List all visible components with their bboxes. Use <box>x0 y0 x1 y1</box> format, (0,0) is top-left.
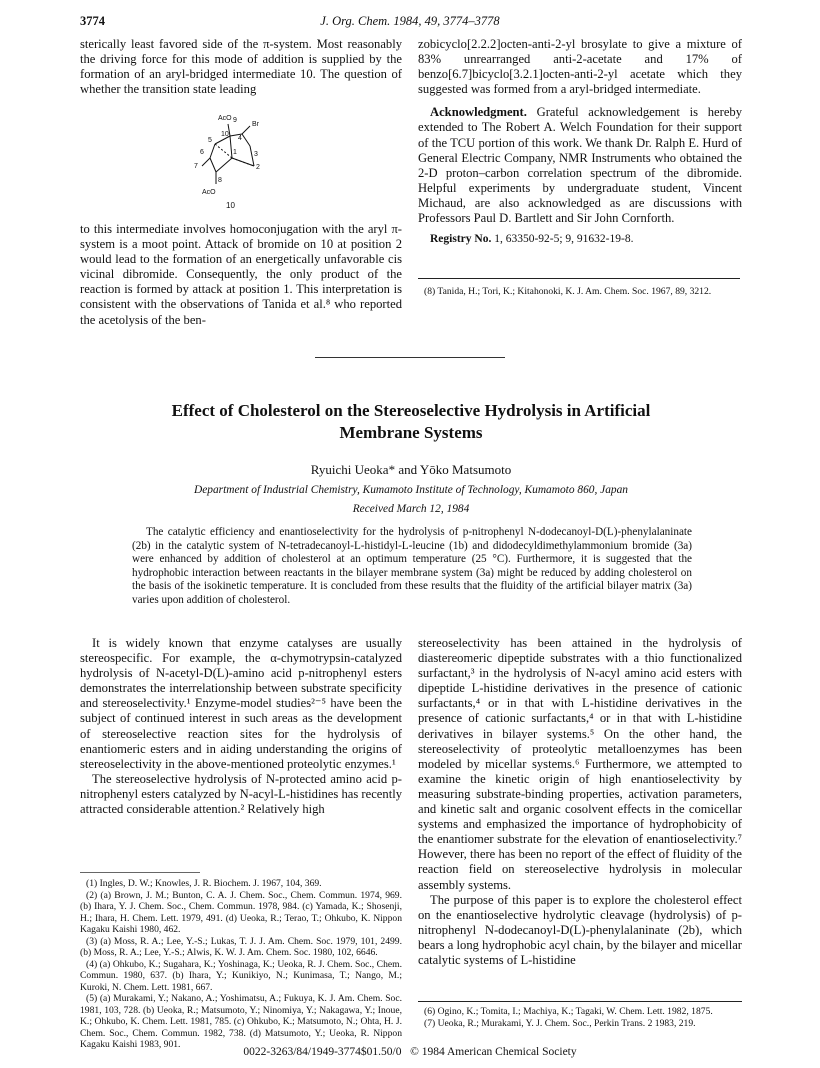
body-right-paragraph-1: stereoselectivity has been attained in the hydrolysis of diastereomeric dipeptide substrates with a thio functionalized surfactant,³ in the hydrolysis of N-acyl amino acid esters with dipeptide L-histidine derivatives in the presence of cationic surfactants,⁴ or in that with L-histidine derivatives in the presence of cationic surfactants,⁴ or in that with L-histidine derivatives in bilayer systems.⁵ On the other hand, the stereoselectivity of proteolytic metalloenzymes has been modeled by micellar systems.⁶ Furthermore, we attempted to examine the kinetic origin of high enantioselectivity by measuring substrate-binding properties, activation parameters, and kinetic salt and organic cosolvent effects in the comicellar systems and emphasized the importance of hydrophobicity of the enantiomer substrate for the elevation of enantioselectivity.⁷ However, there has been no report of the effect of fluidity of the reaction field on stereoselective hydrolysis in molecular assembly systems. <box>418 636 742 892</box>
atom-7: 7 <box>194 163 198 170</box>
atom-5: 5 <box>208 137 212 144</box>
top-left-column-lower <box>80 222 402 328</box>
atom-8: 8 <box>218 177 222 184</box>
top-left-paragraph-2: to this intermediate involves homoconjugation with the aryl π-system is a moot point. Attack of bromide on 10 at position 2 would lead to the formation of an energetically unfavorable cis vicinal dibromide. Consequently, the only product of the reaction is formed by attack at position 1. This interpretation is consistent with the observations of Tanida et al.⁸ who reported the acetolysis of the ben- <box>80 222 402 327</box>
footnotes-left <box>80 878 402 1051</box>
footnote-rule-right <box>418 1001 742 1002</box>
atom-aco-bottom: AcO <box>202 189 216 196</box>
page-number: 3774 <box>80 14 105 28</box>
footnote-8-text: (8) Tanida, H.; Tori, K.; Kitahonoki, K. J. Am. Chem. Soc. 1967, 89, 3212. <box>424 286 712 297</box>
registry-numbers <box>418 232 742 247</box>
article-title <box>80 400 742 444</box>
structure-label: 10 <box>226 201 235 210</box>
atom-3: 3 <box>254 151 258 158</box>
footnote-4: (4) (a) Ohkubo, K.; Sugahara, K.; Yoshinaga, K.; Ueoka, R. J. Chem. Soc., Chem. Commun. 1980, 637. (b) Ihara, Y.; Kunikiyo, N.; Kunimasa, T.; Nango, M.; Kuroki, N. Chem. Lett. 1981, 667. <box>80 958 402 993</box>
atom-4: 4 <box>238 135 242 142</box>
atom-10: 10 <box>221 131 229 138</box>
atom-br: Br <box>252 121 259 128</box>
body-right-column <box>418 636 742 968</box>
atom-1: 1 <box>233 149 237 156</box>
received-date: Received March 12, 1984 <box>352 503 470 515</box>
page-footer <box>0 1046 820 1058</box>
body-left-column <box>80 636 402 817</box>
footer-copyright: © 1984 American Chemical Society <box>410 1046 577 1058</box>
registry-heading: Registry No. <box>430 233 492 246</box>
atom-6: 6 <box>200 149 204 156</box>
acknowledgment-text: Grateful acknowledgement is hereby extended to The Robert A. Welch Foundation for their support of the TCU portion of this work. We thank Dr. Ralph E. Hurd of General Electric Company, NMR Instruments who obtained the 2-D proton–carbon correlation spectrum of the dibromide. Helpful experiments by undergraduate student, Vincent Michaud, are also acknowledged as are discussions with Professors Paul D. Bartlett and Sir John Cornforth. <box>418 105 742 226</box>
top-left-column <box>80 37 402 97</box>
article-title-line-2: Membrane Systems <box>339 423 483 442</box>
top-right-paragraph-1: zobicyclo[2.2.2]octen-anti-2-yl brosylate to give a mixture of 83% unrearranged anti-2-acetate and 17% of benzo[6.7]bicyclo[3.2.1]octen-anti-2-yl acetate which they suggested was formed from a aryl-bridged intermediate. <box>418 37 742 97</box>
footnote-rule-top-right <box>418 278 740 279</box>
top-right-column <box>418 37 742 247</box>
running-header: J. Org. Chem. 1984, 49, 3774–3778 <box>320 14 500 28</box>
footnote-7: (7) Ueoka, R.; Murakami, Y. J. Chem. Soc., Perkin Trans. 2 1983, 219. <box>424 1017 696 1029</box>
footnote-3: (3) (a) Moss, R. A.; Lee, Y.-S.; Lukas, T. J. J. Am. Chem. Soc. 1979, 101, 2499. (b) Moss, R. A.; Lee, Y.-S.; Alwis, K. W. J. Am. Chem. Soc. 1980, 102, 6646. <box>80 935 402 958</box>
footnote-1: (1) Ingles, D. W.; Knowles, J. R. Biochem. J. 1967, 104, 369. <box>86 878 322 889</box>
atom-2: 2 <box>256 164 260 171</box>
footer-code: 0022-3263/84/1949-3774$01.50/0 <box>243 1046 402 1058</box>
footnote-5: (5) (a) Murakami, Y.; Nakano, A.; Yoshimatsu, A.; Fukuya, K. J. Am. Chem. Soc. 1981, 103, 728. (b) Ueoka, R.; Matsumoto, Y.; Ninomiya, Y.; Nakagawa, Y.; Inoue, K.; Ohkubo, K. Chem. Lett. 1981, 785. (c) Ohkubo, K.; Matsumoto, N.; Ohta, H. J. Chem. Soc., Chem. Commun. 1982, 738. (d) Matsumoto, Y.; Ueoka, R. Nippon Kagaku Kaishi 1983, 901. <box>80 993 402 1050</box>
article-title-line-1: Effect of Cholesterol on the Stereoselective Hydrolysis in Artificial <box>171 401 651 420</box>
acknowledgment-heading: Acknowledgment. <box>430 105 527 120</box>
body-right-paragraph-2: The purpose of this paper is to explore the cholesterol effect on the enantioselective hydrolytic cleavage (hydrolysis) of p-nitrophenyl N-dodecanoyl-D(L)-phenylalaninate (2b), which bears a long hydrophobic acyl chain, by the bilayer and micellar catalytic systems of L-histidine <box>418 892 742 967</box>
acknowledgment <box>418 105 742 226</box>
footnote-rule-left <box>80 872 200 873</box>
body-left-paragraph-2: The stereoselective hydrolysis of N-protected amino acid p-nitrophenyl esters catalyzed by N-acyl-L-histidines has recently attracted considerable attention.² Relatively high <box>80 771 402 817</box>
atom-aco-top: AcO <box>218 115 232 122</box>
footnotes-right <box>418 1006 742 1029</box>
article-separator <box>315 357 505 358</box>
authors: Ryuichi Ueoka* and Yōko Matsumoto <box>310 462 512 477</box>
atom-9: 9 <box>233 117 237 124</box>
affiliation: Department of Industrial Chemistry, Kumamoto Institute of Technology, Kumamoto 860, Japan <box>194 484 628 496</box>
footnote-2: (2) (a) Brown, J. M.; Bunton, C. A. J. Chem. Soc., Chem. Commun. 1974, 969. (b) Ihara, Y. J. Chem. Soc., Chem. Commun. 1978, 984. (c) Yamada, K.; Shosenji, H.; Ihara, H. Chem. Lett. 1979, 491. (d) Ueoka, R.; Terao, T.; Ohkubo, K. Nippon Kagaku Kaishi 1980, 462. <box>80 889 402 935</box>
body-left-paragraph-1: It is widely known that enzyme catalyses are usually stereospecific. For example, the α-chymotrypsin-catalyzed hydrolysis of N-acetyl-D(L)-amino acid p-nitrophenyl esters demonstrates the interrelationship between substrate specificity and stereoselectivity.¹ Enzyme-model studies²⁻⁵ have been the subject of continued interest in such areas as the development of stereoselective reaction sites for the hydrolysis of enantiomeric esters and in aiding understanding the origins of stereoselectivity in the above-mentioned proteolytic enzymes.¹ <box>80 636 402 771</box>
abstract: The catalytic efficiency and enantioselectivity for the hydrolysis of p-nitrophenyl N-dodecanoyl-D(L)-phenylalaninate (2b) in the catalytic system of N-tetradecanoyl-L-histidyl-L-leucine (1b) and didodecyldimethylammonium bromide (3a) were enhanced by addition of cholesterol at an optimum temperature (25 °C). Furthermore, it is suggested that the hydrophobic interaction between reactants in the bilayer membrane system (3a) might be reduced by adding cholesterol on the basis of the isokinetic temperature. It is concluded from these results that the fluidity of the artificial bilayer matrix (3a) varies upon addition of cholesterol. <box>132 526 692 606</box>
top-left-paragraph-1: sterically least favored side of the π-system. Most reasonably the driving force for this mode of addition is supplied by the formation of an aryl-bridged intermediate 10. The question of whether the transition state leading <box>80 37 402 97</box>
footnote-6: (6) Ogino, K.; Tomita, I.; Machiya, K.; Tagaki, W. Chem. Lett. 1982, 1875. <box>424 1006 713 1017</box>
structure-10-figure <box>180 106 290 216</box>
registry-text: 1, 63350-92-5; 9, 91632-19-8. <box>494 233 634 246</box>
footnote-8 <box>418 286 742 298</box>
